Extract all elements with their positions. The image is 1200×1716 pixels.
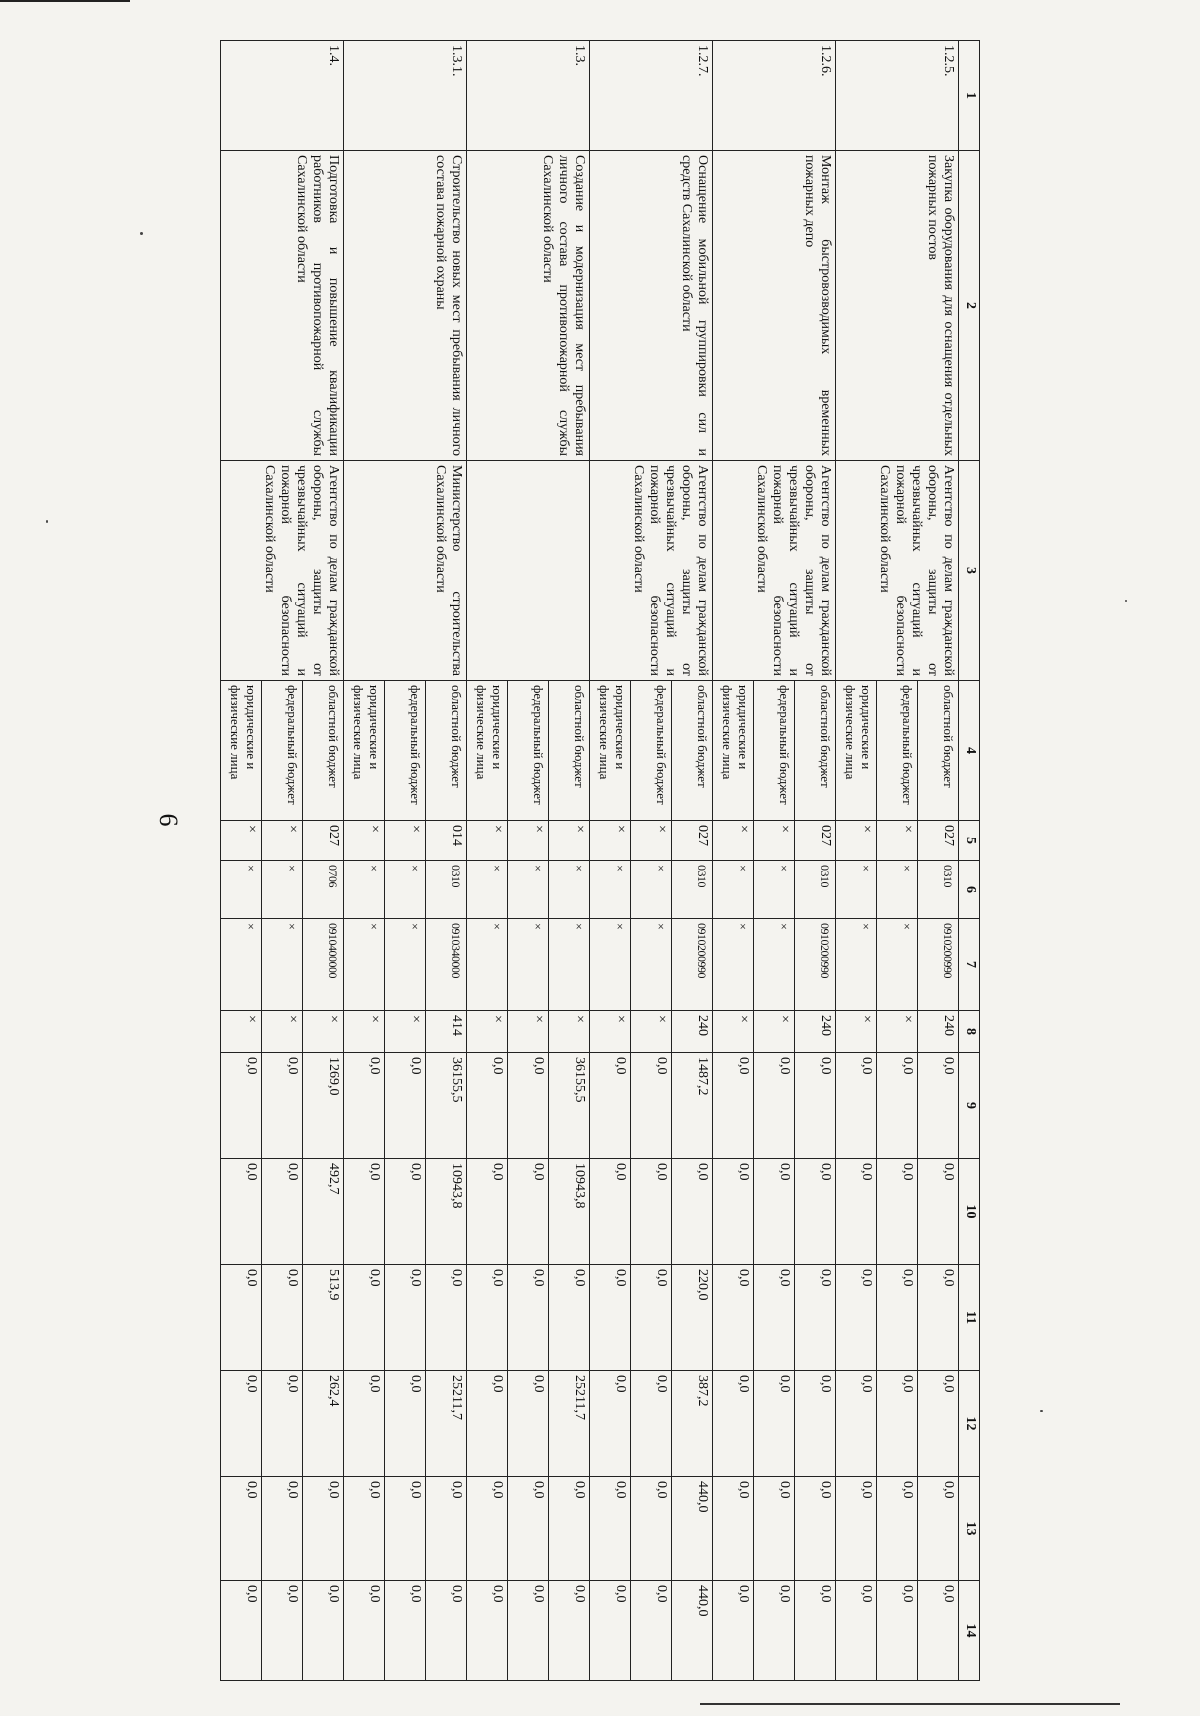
budget-code: × — [508, 1011, 549, 1053]
row-number: 1.3.1. — [344, 41, 467, 151]
funding-amount: 0,0 — [631, 1477, 672, 1581]
budget-code: × — [754, 861, 795, 919]
funding-source: федеральный бюджет — [631, 681, 672, 821]
budget-code: × — [590, 1011, 631, 1053]
funding-amount: 0,0 — [344, 1371, 385, 1477]
funding-source: федеральный бюджет — [262, 681, 303, 821]
budget-code: × — [385, 1011, 426, 1053]
budget-code: × — [467, 861, 508, 919]
column-number: 13 — [959, 1477, 980, 1581]
row-number: 1.4. — [221, 41, 344, 151]
budget-code: 027 — [303, 821, 344, 861]
column-number: 2 — [959, 151, 980, 461]
table-row — [303, 41, 344, 1681]
funding-amount: 0,0 — [221, 1581, 262, 1681]
budget-code: × — [713, 919, 754, 1011]
funding-amount: 440,0 — [672, 1477, 713, 1581]
column-number: 4 — [959, 681, 980, 821]
budget-code: × — [467, 919, 508, 1011]
budget-code: × — [262, 861, 303, 919]
budget-code: × — [385, 861, 426, 919]
funding-amount: 0,0 — [877, 1053, 918, 1159]
budget-code: × — [754, 1011, 795, 1053]
budget-code: × — [385, 821, 426, 861]
funding-amount: 0,0 — [221, 1159, 262, 1265]
budget-code: × — [508, 821, 549, 861]
funding-amount: 10943,8 — [549, 1159, 590, 1265]
funding-amount: 0,0 — [344, 1053, 385, 1159]
funding-amount: 513,9 — [303, 1265, 344, 1371]
funding-source: областной бюджет — [303, 681, 344, 821]
budget-code: × — [754, 919, 795, 1011]
funding-amount: 0,0 — [918, 1371, 959, 1477]
measure-name: Оснащение мобильной группировки сил и средств Сахалинской области — [590, 151, 713, 461]
budget-code: 027 — [918, 821, 959, 861]
funding-amount: 0,0 — [590, 1477, 631, 1581]
table-row — [672, 41, 713, 1681]
budget-code: × — [836, 861, 877, 919]
funding-amount: 36155,5 — [426, 1053, 467, 1159]
table-row — [795, 41, 836, 1681]
row-number: 1.2.6. — [713, 41, 836, 151]
column-number: 10 — [959, 1159, 980, 1265]
budget-code: × — [221, 861, 262, 919]
funding-amount: 0,0 — [590, 1265, 631, 1371]
measure-name: Создание и модернизация мест пребывания личного состава противопожарной службы Сахалинской области — [467, 151, 590, 461]
scan-speck — [140, 232, 143, 235]
funding-amount: 0,0 — [385, 1581, 426, 1681]
funding-amount: 0,0 — [467, 1371, 508, 1477]
column-number: 5 — [959, 821, 980, 861]
funding-amount: 0,0 — [836, 1477, 877, 1581]
funding-amount: 0,0 — [877, 1477, 918, 1581]
funding-amount: 0,0 — [877, 1159, 918, 1265]
funding-amount: 0,0 — [590, 1053, 631, 1159]
executor: Министерство строительства Сахалинской области — [344, 461, 467, 681]
measure-name: Подготовка и повышение квалификации работников противопожарной службы Сахалинской области — [221, 151, 344, 461]
funding-amount: 0,0 — [549, 1477, 590, 1581]
budget-code: × — [713, 861, 754, 919]
funding-amount: 0,0 — [385, 1265, 426, 1371]
funding-source: областной бюджет — [918, 681, 959, 821]
funding-amount: 0,0 — [754, 1053, 795, 1159]
budget-code: × — [631, 821, 672, 861]
funding-amount: 0,0 — [631, 1581, 672, 1681]
budget-code: 027 — [795, 821, 836, 861]
funding-amount: 0,0 — [795, 1477, 836, 1581]
funding-source: юридические и физические лица — [590, 681, 631, 821]
funding-amount: 0,0 — [262, 1053, 303, 1159]
column-number: 14 — [959, 1581, 980, 1681]
budget-code: × — [836, 919, 877, 1011]
funding-amount: 1269,0 — [303, 1053, 344, 1159]
funding-amount: 0,0 — [467, 1477, 508, 1581]
funding-amount: 0,0 — [713, 1159, 754, 1265]
funding-amount: 492,7 — [303, 1159, 344, 1265]
funding-amount: 0,0 — [303, 1477, 344, 1581]
funding-source: юридические и физические лица — [344, 681, 385, 821]
funding-amount: 0,0 — [467, 1053, 508, 1159]
budget-code: 240 — [795, 1011, 836, 1053]
funding-source: областной бюджет — [549, 681, 590, 821]
funding-amount: 25211,7 — [426, 1371, 467, 1477]
funding-amount: 0,0 — [385, 1053, 426, 1159]
budget-code: × — [713, 1011, 754, 1053]
budget-code: × — [877, 919, 918, 1011]
funding-amount: 0,0 — [549, 1265, 590, 1371]
scan-speck — [1040, 1410, 1043, 1412]
funding-amount: 10943,8 — [426, 1159, 467, 1265]
funding-amount: 0,0 — [590, 1371, 631, 1477]
budget-code: × — [467, 821, 508, 861]
measure-name: Строительство новых мест пребывания личного состава пожарной охраны — [344, 151, 467, 461]
funding-amount: 0,0 — [508, 1581, 549, 1681]
document-table-container — [180, 40, 980, 1680]
measure-name: Монтаж быстровозводимых временных пожарных депо — [713, 151, 836, 461]
budget-code: × — [877, 1011, 918, 1053]
row-number: 1.3. — [467, 41, 590, 151]
funding-amount: 0,0 — [836, 1159, 877, 1265]
funding-amount: 25211,7 — [549, 1371, 590, 1477]
executor: Агентство по делам гражданской обороны, защиты от чрезвычайных ситуаций и пожарной безопасности Сахалинской области — [590, 461, 713, 681]
funding-amount: 0,0 — [385, 1477, 426, 1581]
budget-code: × — [836, 1011, 877, 1053]
funding-amount: 0,0 — [918, 1265, 959, 1371]
executor: Агентство по делам гражданской обороны, защиты от чрезвычайных ситуаций и пожарной безопасности Сахалинской области — [713, 461, 836, 681]
scan-edge-line — [700, 1703, 1120, 1705]
budget-table — [220, 40, 980, 1681]
budget-code: × — [549, 1011, 590, 1053]
table-row — [549, 41, 590, 1681]
funding-amount: 0,0 — [713, 1371, 754, 1477]
funding-amount: 0,0 — [918, 1053, 959, 1159]
funding-amount: 0,0 — [631, 1265, 672, 1371]
budget-code: 0310 — [795, 861, 836, 919]
funding-amount: 0,0 — [713, 1581, 754, 1681]
funding-amount: 0,0 — [713, 1053, 754, 1159]
budget-code: × — [631, 861, 672, 919]
column-number-row — [959, 41, 980, 1681]
column-number: 3 — [959, 461, 980, 681]
budget-code: 014 — [426, 821, 467, 861]
funding-amount: 0,0 — [385, 1371, 426, 1477]
scan-speck — [1125, 600, 1127, 602]
funding-amount: 0,0 — [590, 1581, 631, 1681]
funding-amount: 0,0 — [344, 1477, 385, 1581]
budget-code: 0910200990 — [672, 919, 713, 1011]
funding-amount: 0,0 — [508, 1371, 549, 1477]
budget-code: 027 — [672, 821, 713, 861]
budget-code: × — [549, 861, 590, 919]
funding-amount: 0,0 — [631, 1159, 672, 1265]
budget-code: 240 — [918, 1011, 959, 1053]
column-number: 11 — [959, 1265, 980, 1371]
scan-edge-line — [0, 0, 130, 2]
budget-code: × — [631, 1011, 672, 1053]
budget-code: × — [549, 821, 590, 861]
budget-code: × — [508, 919, 549, 1011]
budget-code: 0310 — [426, 861, 467, 919]
funding-amount: 1487,2 — [672, 1053, 713, 1159]
budget-code: × — [877, 821, 918, 861]
scan-speck — [46, 520, 48, 523]
budget-code: × — [221, 919, 262, 1011]
funding-source: областной бюджет — [426, 681, 467, 821]
column-number: 12 — [959, 1371, 980, 1477]
funding-amount: 0,0 — [344, 1159, 385, 1265]
budget-code: × — [385, 919, 426, 1011]
row-number: 1.2.7. — [590, 41, 713, 151]
funding-amount: 0,0 — [426, 1477, 467, 1581]
funding-amount: 0,0 — [754, 1581, 795, 1681]
funding-amount: 0,0 — [467, 1159, 508, 1265]
budget-code: × — [344, 1011, 385, 1053]
funding-source: юридические и физические лица — [467, 681, 508, 821]
funding-amount: 0,0 — [836, 1371, 877, 1477]
funding-amount: 0,0 — [713, 1477, 754, 1581]
funding-amount: 0,0 — [795, 1265, 836, 1371]
budget-code: 0910400000 — [303, 919, 344, 1011]
funding-amount: 36155,5 — [549, 1053, 590, 1159]
funding-source: юридические и физические лица — [836, 681, 877, 821]
funding-amount: 0,0 — [877, 1371, 918, 1477]
budget-code: 0910200990 — [918, 919, 959, 1011]
budget-code: × — [303, 1011, 344, 1053]
funding-amount: 0,0 — [918, 1581, 959, 1681]
funding-source: юридические и физические лица — [713, 681, 754, 821]
funding-amount: 0,0 — [385, 1159, 426, 1265]
funding-amount: 0,0 — [508, 1265, 549, 1371]
budget-code: × — [344, 861, 385, 919]
column-number: 6 — [959, 861, 980, 919]
column-number: 7 — [959, 919, 980, 1011]
executor: Агентство по делам гражданской обороны, защиты от чрезвычайных ситуаций и пожарной безопасности Сахалинской области — [836, 461, 959, 681]
budget-code: 0910340000 — [426, 919, 467, 1011]
funding-amount: 0,0 — [754, 1265, 795, 1371]
funding-source: федеральный бюджет — [508, 681, 549, 821]
budget-code: × — [754, 821, 795, 861]
funding-amount: 0,0 — [508, 1159, 549, 1265]
page-number: 6 — [154, 813, 183, 827]
budget-code: 240 — [672, 1011, 713, 1053]
column-number: 9 — [959, 1053, 980, 1159]
funding-amount: 440,0 — [672, 1581, 713, 1681]
budget-code: × — [713, 821, 754, 861]
funding-source: областной бюджет — [795, 681, 836, 821]
funding-source: федеральный бюджет — [754, 681, 795, 821]
executor: Агентство по делам гражданской обороны, защиты от чрезвычайных ситуаций и пожарной безопасности Сахалинской области — [221, 461, 344, 681]
table-body — [221, 41, 959, 1681]
budget-code: × — [221, 821, 262, 861]
row-number: 1.2.5. — [836, 41, 959, 151]
budget-code: 0310 — [918, 861, 959, 919]
funding-amount: 0,0 — [631, 1371, 672, 1477]
budget-code: × — [262, 821, 303, 861]
funding-amount: 0,0 — [467, 1581, 508, 1681]
funding-source: федеральный бюджет — [877, 681, 918, 821]
funding-amount: 220,0 — [672, 1265, 713, 1371]
funding-amount: 0,0 — [918, 1159, 959, 1265]
budget-code: × — [262, 919, 303, 1011]
budget-code: × — [590, 919, 631, 1011]
funding-source: федеральный бюджет — [385, 681, 426, 821]
funding-amount: 0,0 — [836, 1265, 877, 1371]
budget-code: × — [549, 919, 590, 1011]
funding-amount: 0,0 — [549, 1581, 590, 1681]
funding-amount: 0,0 — [713, 1265, 754, 1371]
funding-amount: 0,0 — [262, 1265, 303, 1371]
funding-amount: 0,0 — [672, 1159, 713, 1265]
funding-amount: 0,0 — [303, 1581, 344, 1681]
funding-amount: 0,0 — [221, 1265, 262, 1371]
funding-amount: 0,0 — [508, 1477, 549, 1581]
funding-amount: 0,0 — [262, 1371, 303, 1477]
funding-amount: 387,2 — [672, 1371, 713, 1477]
budget-code: × — [344, 821, 385, 861]
budget-code: × — [590, 861, 631, 919]
funding-amount: 0,0 — [344, 1581, 385, 1681]
funding-amount: 262,4 — [303, 1371, 344, 1477]
funding-amount: 0,0 — [754, 1477, 795, 1581]
budget-code: 414 — [426, 1011, 467, 1053]
funding-amount: 0,0 — [262, 1581, 303, 1681]
funding-amount: 0,0 — [262, 1477, 303, 1581]
column-number: 8 — [959, 1011, 980, 1053]
budget-code: × — [836, 821, 877, 861]
funding-amount: 0,0 — [795, 1053, 836, 1159]
funding-source: юридические и физические лица — [221, 681, 262, 821]
budget-code: × — [344, 919, 385, 1011]
budget-code: 0910200990 — [795, 919, 836, 1011]
budget-code: × — [590, 821, 631, 861]
funding-amount: 0,0 — [467, 1265, 508, 1371]
funding-amount: 0,0 — [508, 1053, 549, 1159]
budget-code: 0310 — [672, 861, 713, 919]
funding-amount: 0,0 — [426, 1581, 467, 1681]
funding-amount: 0,0 — [221, 1477, 262, 1581]
table-row — [918, 41, 959, 1681]
funding-amount: 0,0 — [836, 1053, 877, 1159]
budget-code: 0706 — [303, 861, 344, 919]
budget-code: × — [221, 1011, 262, 1053]
measure-name: Закупка оборудования для оснащения отдельных пожарных постов — [836, 151, 959, 461]
funding-amount: 0,0 — [836, 1581, 877, 1681]
budget-code: × — [631, 919, 672, 1011]
column-number: 1 — [959, 41, 980, 151]
executor — [467, 461, 590, 681]
funding-amount: 0,0 — [877, 1265, 918, 1371]
funding-amount: 0,0 — [262, 1159, 303, 1265]
funding-amount: 0,0 — [221, 1053, 262, 1159]
funding-amount: 0,0 — [426, 1265, 467, 1371]
budget-code: × — [877, 861, 918, 919]
funding-amount: 0,0 — [344, 1265, 385, 1371]
funding-amount: 0,0 — [795, 1581, 836, 1681]
budget-code: × — [467, 1011, 508, 1053]
budget-code: × — [262, 1011, 303, 1053]
funding-amount: 0,0 — [221, 1371, 262, 1477]
funding-amount: 0,0 — [590, 1159, 631, 1265]
funding-amount: 0,0 — [754, 1371, 795, 1477]
table-row — [426, 41, 467, 1681]
funding-amount: 0,0 — [795, 1159, 836, 1265]
funding-amount: 0,0 — [631, 1053, 672, 1159]
funding-amount: 0,0 — [877, 1581, 918, 1681]
budget-code: × — [508, 861, 549, 919]
funding-amount: 0,0 — [795, 1371, 836, 1477]
funding-source: областной бюджет — [672, 681, 713, 821]
funding-amount: 0,0 — [918, 1477, 959, 1581]
funding-amount: 0,0 — [754, 1159, 795, 1265]
